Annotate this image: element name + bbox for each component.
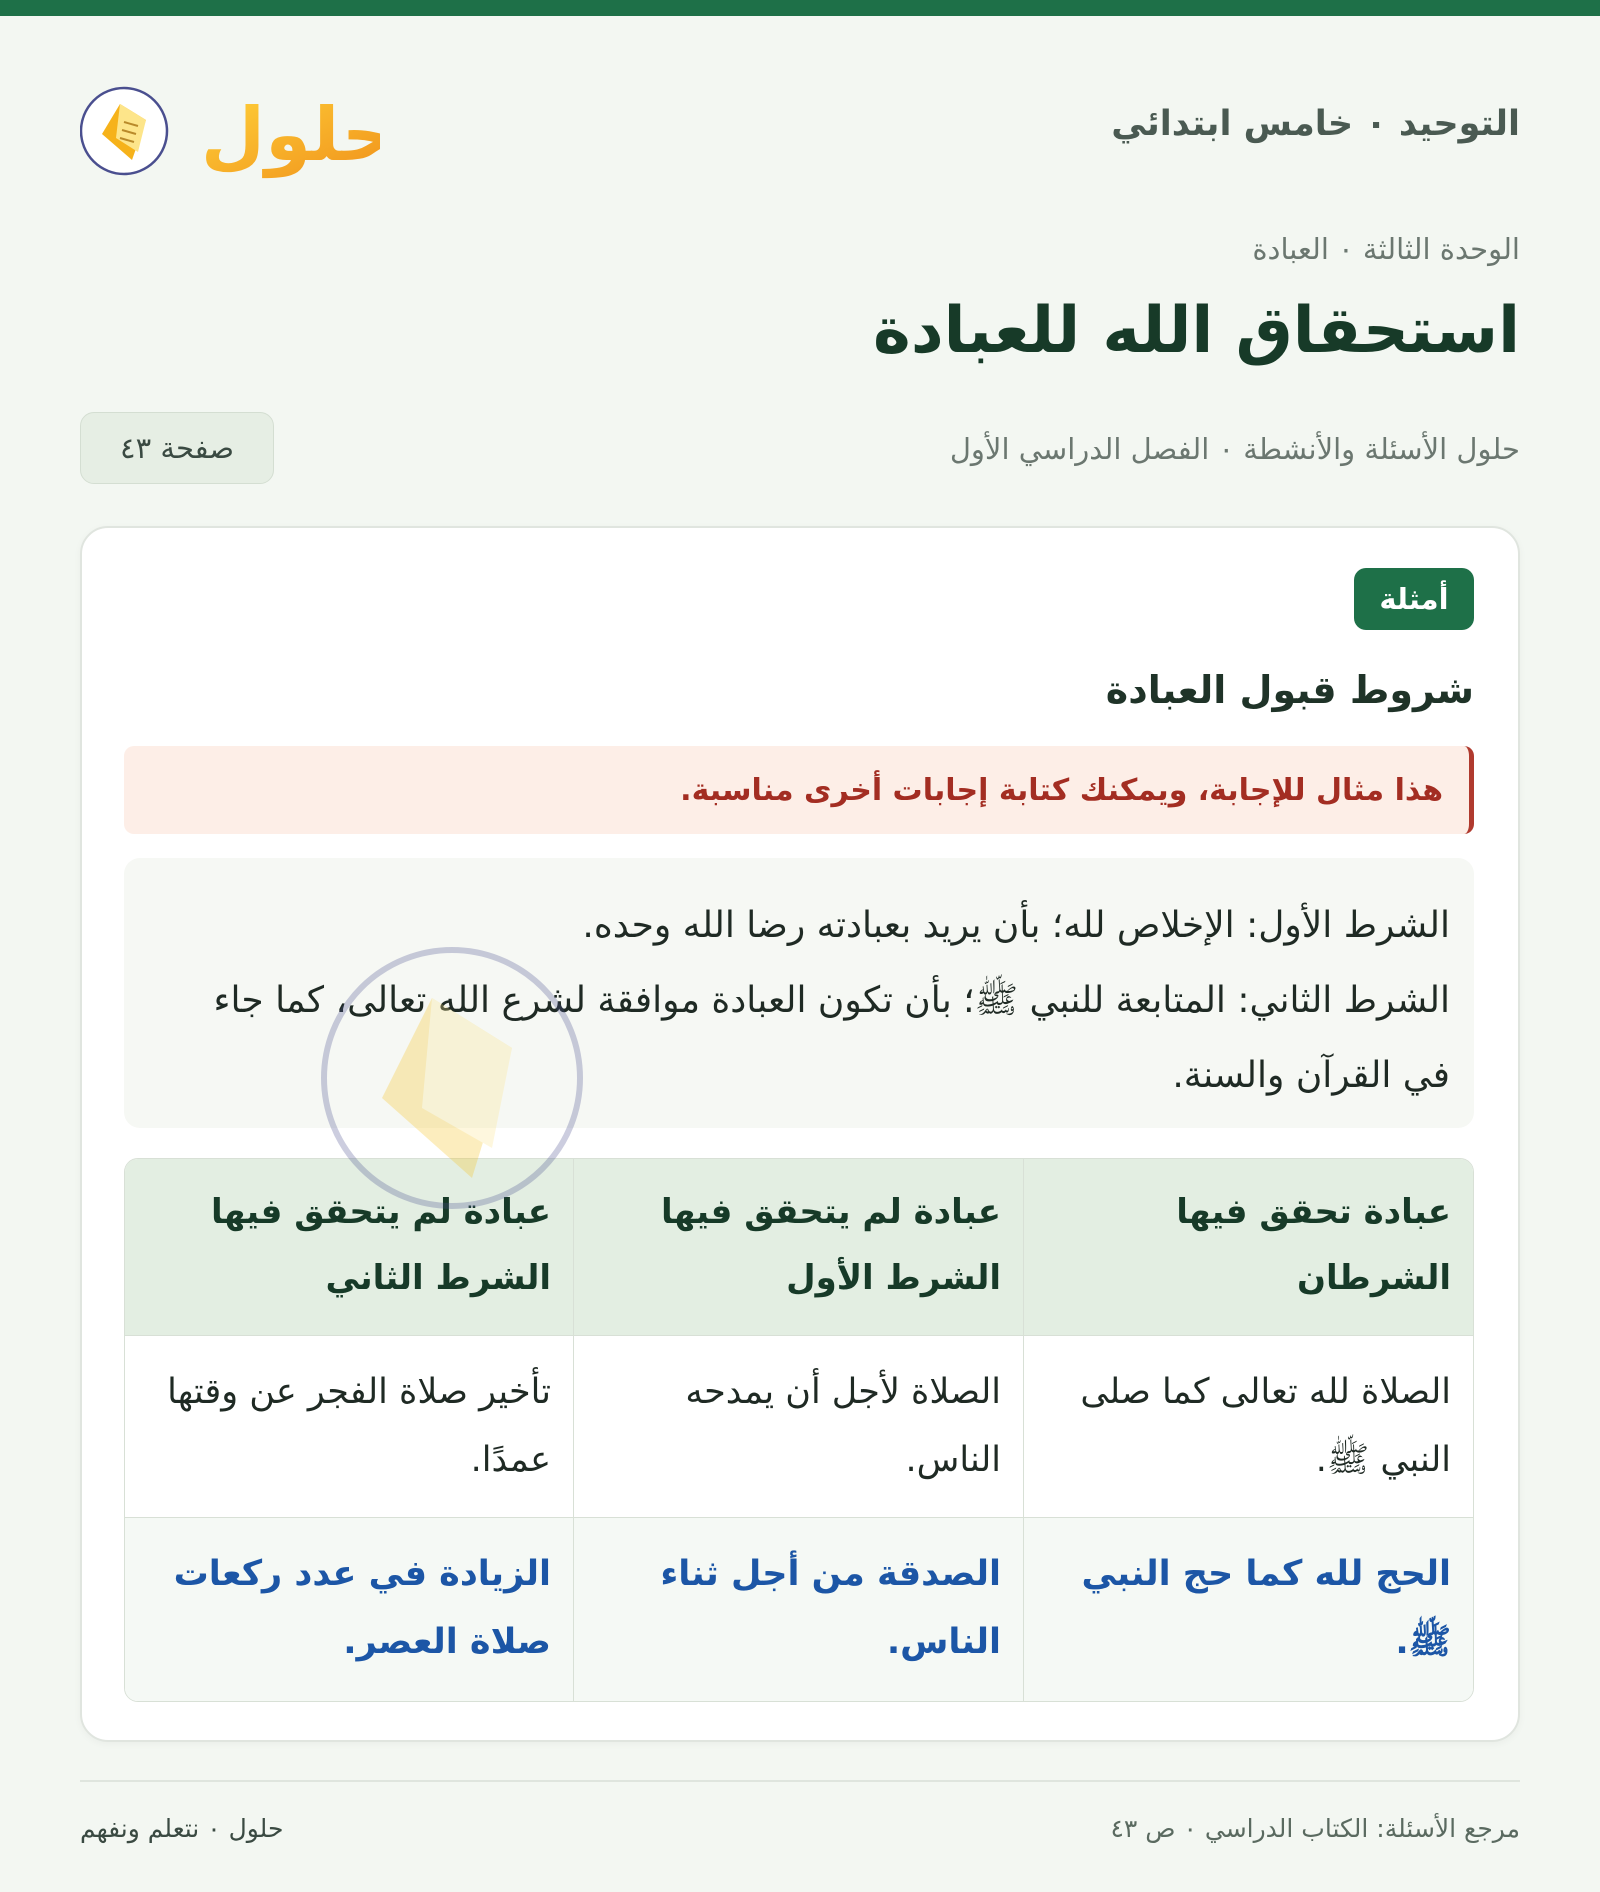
table-header-cell: عبادة لم يتحقق فيها الشرط الثاني bbox=[211, 1192, 551, 1298]
examples-card bbox=[80, 526, 1520, 1742]
page-header bbox=[80, 62, 1520, 192]
lesson-subline: حلول الأسئلة والأنشطة ٠ الفصل الدراسي الأول bbox=[949, 432, 1520, 466]
card-heading: شروط قبول العبادة bbox=[1105, 668, 1474, 712]
table-header-cell: عبادة تحقق فيها الشرطان bbox=[1023, 1159, 1473, 1335]
logo-wordmark: حلول bbox=[200, 92, 380, 178]
footer-reference: مرجع الأسئلة: الكتاب الدراسي ٠ ص ٤٣ bbox=[1110, 1814, 1520, 1843]
table-row bbox=[124, 1517, 1473, 1702]
condition-two: الشرط الثاني: المتابعة للنبي ﷺ؛ بأن تكون العبادة موافقة لشرع الله تعالى، كما جاء في القرآن والسنة. bbox=[213, 980, 1450, 1096]
examples-tag: أمثلة bbox=[1354, 568, 1474, 630]
top-accent-bar bbox=[0, 0, 1600, 16]
breadcrumb: الوحدة الثالثة ٠ العبادة bbox=[1252, 232, 1520, 266]
footer-divider bbox=[80, 1780, 1520, 1782]
table-cell: الحج لله كما حج النبي ﷺ. bbox=[1023, 1518, 1473, 1702]
table-cell: الصلاة لأجل أن يمدحه الناس. bbox=[573, 1336, 1023, 1517]
table-header-row bbox=[124, 1159, 1473, 1335]
table-cell: الصلاة لله تعالى كما صلى النبي ﷺ. bbox=[1023, 1336, 1473, 1517]
logo-icon bbox=[80, 62, 380, 192]
table-cell: تأخير صلاة الفجر عن وقتها عمدًا. bbox=[167, 1372, 551, 1480]
brand-logo[interactable] bbox=[80, 62, 380, 192]
condition-one: الشرط الأول: الإخلاص لله؛ بأن يريد بعبادته رضا الله وحده. bbox=[582, 905, 1450, 946]
table-cell: الصدقة من أجل ثناء الناس. bbox=[573, 1518, 1023, 1702]
page-title: استحقاق الله للعبادة bbox=[873, 294, 1520, 368]
table-header-cell: عبادة لم يتحقق فيها الشرط الأول bbox=[573, 1159, 1023, 1335]
answer-note: هذا مثال للإجابة، ويمكنك كتابة إجابات أخرى مناسبة. bbox=[124, 746, 1474, 834]
page-number-badge: صفحة ٤٣ bbox=[80, 412, 274, 484]
answer-box bbox=[124, 858, 1474, 1128]
footer-slogan: حلول ٠ نتعلم ونفهم bbox=[80, 1814, 284, 1843]
table-cell: الزيادة في عدد ركعات صلاة العصر. bbox=[173, 1554, 551, 1662]
table-row bbox=[124, 1335, 1473, 1517]
subject-title: التوحيد ٠ خامس ابتدائي bbox=[1111, 104, 1520, 144]
examples-table bbox=[124, 1158, 1474, 1702]
